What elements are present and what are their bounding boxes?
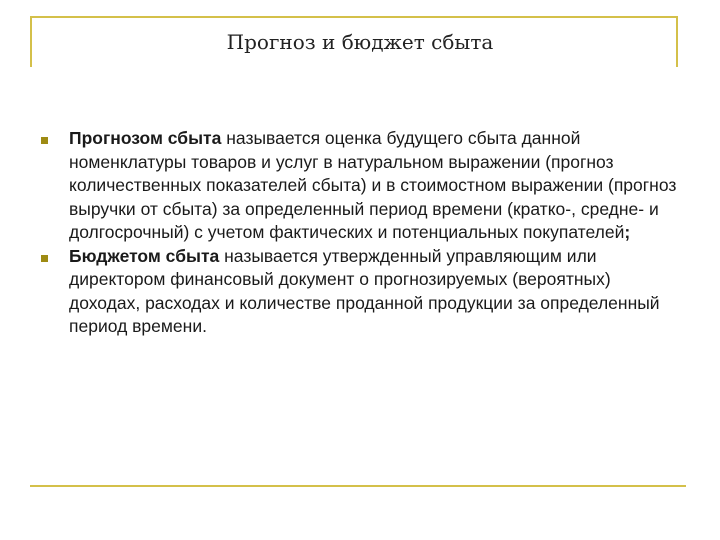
bullet-list — [38, 127, 678, 339]
slide-title: Прогноз и бюджет сбыта — [226, 30, 494, 54]
bottom-rule — [30, 485, 686, 487]
bullet-item-sales-budget — [38, 245, 678, 339]
bullet-term: Прогнозом сбыта — [69, 128, 222, 148]
bullet-text: называется оценка будущего сбыта данной номенклатуры товаров и услуг в натуральном выражении (прогноз количественных показателей сбыта) и в стоимостном выражении (прогноз выручки от сбыта) за определенный период времени (кратко-, средне- и долгосрочный) с учетом фактических и потенциальных покупателей — [69, 128, 677, 242]
bullet-text: называется утвержденный управляющим или директором финансовый документ о прогнозируемых (вероятных) доходах, расходах и количестве проданной продукции за определенный период времени. — [69, 245, 660, 336]
square-bullet-icon — [41, 137, 48, 144]
bullet-end-mark: ; — [624, 222, 631, 242]
bullet-item-sales-forecast — [38, 127, 678, 245]
bullet-term: Бюджетом сбыта — [69, 245, 220, 266]
square-bullet-icon — [41, 255, 48, 262]
title-frame-top-rule — [30, 16, 678, 18]
